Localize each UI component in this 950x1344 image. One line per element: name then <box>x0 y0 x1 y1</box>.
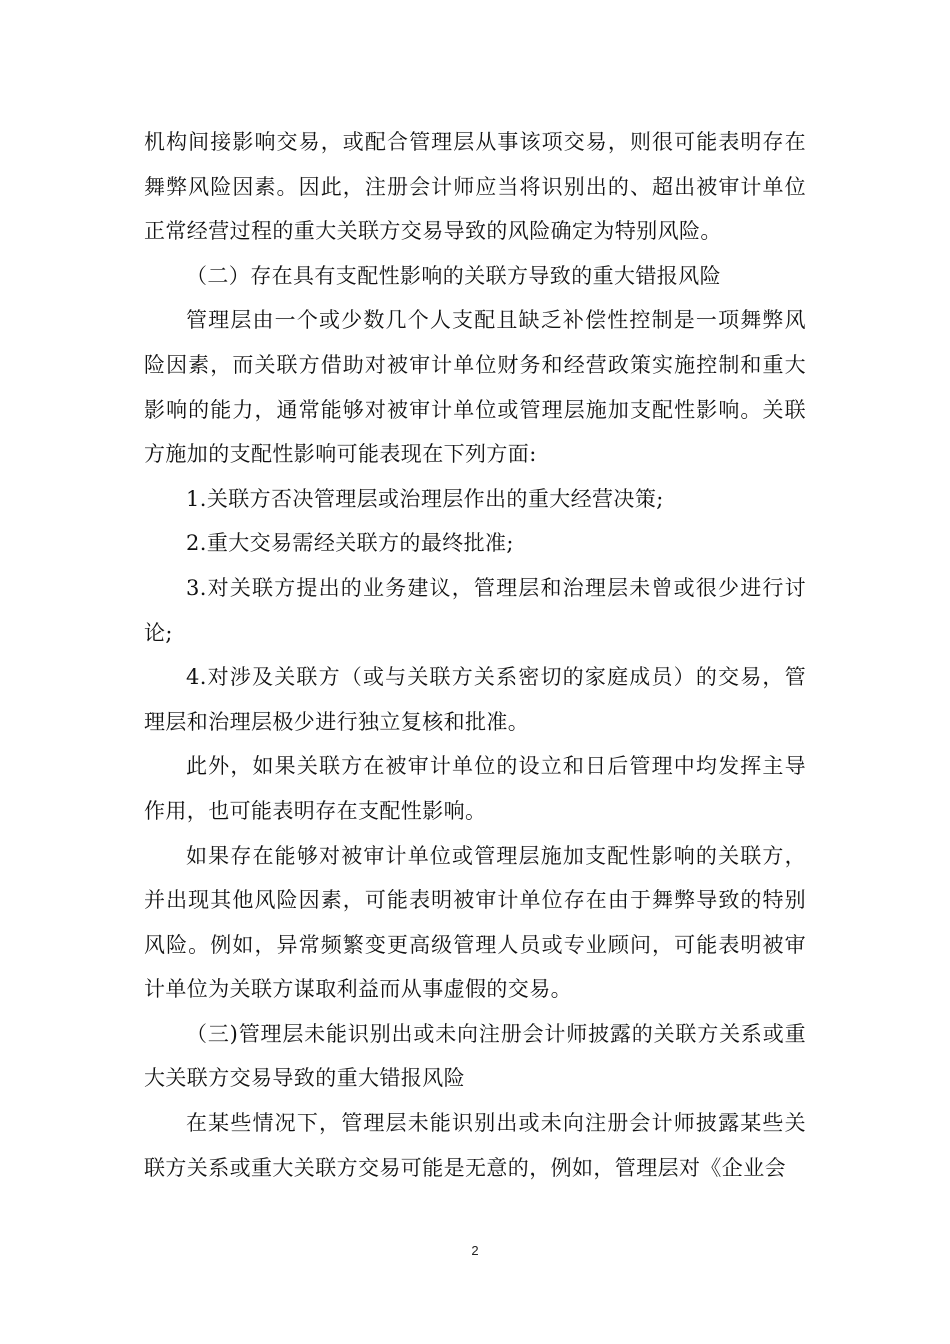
list-item-1: 1.关联方否决管理层或治理层作出的重大经营决策; <box>186 486 664 511</box>
list-item-3: 3.对关联方提出的业务建议，管理层和治理层未曾或很少进行讨论; <box>144 575 806 645</box>
section-heading-2: （二）存在具有支配性影响的关联方导致的重大错报风险 <box>186 263 721 288</box>
list-item-4: 4.对涉及关联方（或与关联方关系密切的家庭成员）的交易，管理层和治理层极少进行独立复核和批准。 <box>144 665 806 734</box>
paragraph-continuation: 机构间接影响交易，或配合管理层从事该项交易，则很可能表明存在舞弊风险因素。因此，注册会计师应当将识别出的、超出被审计单位正常经营过程的重大关联方交易导致的风险确定为特别风险。 <box>144 130 806 244</box>
page-number: 2 <box>471 1243 479 1258</box>
page-body <box>144 120 806 1190</box>
paragraph-dominant-influence: 管理层由一个或少数几个人支配且缺乏补偿性控制是一项舞弊风险因素，而关联方借助对被审计单位财务和经营政策实施控制和重大影响的能力，通常能够对被审计单位或管理层施加支配性影响。关联方施加的支配性影响可能表现在下列方面: <box>144 308 806 467</box>
section-heading-3: （三)管理层未能识别出或未向注册会计师披露的关联方关系或重大关联方交易导致的重大错报风险 <box>144 1021 806 1091</box>
paragraph-special-risk: 如果存在能够对被审计单位或管理层施加支配性影响的关联方，并出现其他风险因素，可能表明被审计单位存在由于舞弊导致的特别风险。例如，异常频繁变更高级管理人员或专业顾问，可能表明被审计单位为关联方谋取利益而从事虚假的交易。 <box>144 843 806 1002</box>
paragraph-additionally: 此外，如果关联方在被审计单位的设立和日后管理中均发挥主导作用，也可能表明存在支配性影响。 <box>144 754 806 823</box>
paragraph-unintentional: 在某些情况下，管理层未能识别出或未向注册会计师披露某些关联方关系或重大关联方交易可能是无意的，例如，管理层对《企业会 <box>144 1111 806 1180</box>
list-item-2: 2.重大交易需经关联方的最终批准; <box>186 531 514 556</box>
